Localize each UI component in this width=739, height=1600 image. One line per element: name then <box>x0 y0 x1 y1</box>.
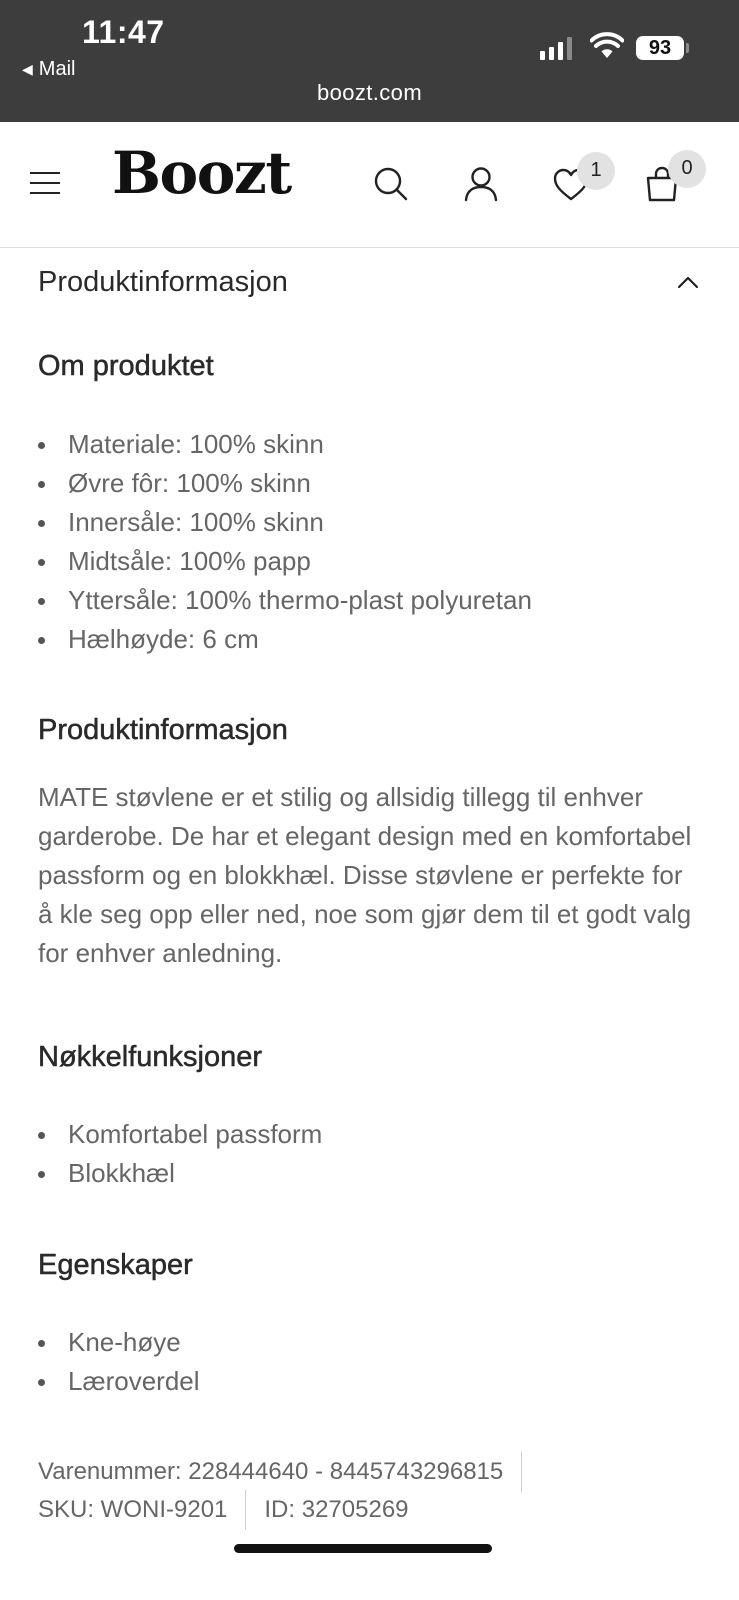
status-bar <box>0 0 739 122</box>
status-time: 11:47 <box>82 14 165 50</box>
back-to-mail-button[interactable] <box>22 58 75 81</box>
description-heading: Produktinformasjon <box>38 714 288 746</box>
about-list <box>38 425 532 659</box>
divider <box>245 1490 246 1530</box>
properties-list <box>38 1323 200 1401</box>
site-header <box>0 122 739 248</box>
wishlist-count-badge: 1 <box>577 152 615 190</box>
boozt-logo[interactable]: Boozt <box>112 139 291 207</box>
search-icon[interactable] <box>371 164 411 204</box>
battery-icon: 93 <box>636 36 684 60</box>
list-item: Blokkhæl <box>38 1154 322 1193</box>
battery-tip <box>686 43 689 53</box>
cart-count-badge: 0 <box>668 150 706 188</box>
chevron-up-icon <box>674 268 702 296</box>
list-item: Øvre fôr: 100% skinn <box>38 464 532 503</box>
list-item: Materiale: 100% skinn <box>38 425 532 464</box>
list-item: Hælhøyde: 6 cm <box>38 620 532 659</box>
menu-icon[interactable] <box>30 172 62 196</box>
item-number: Varenummer: 228444640 - 8445743296815 <box>38 1458 504 1485</box>
back-label: Mail <box>38 58 76 80</box>
home-indicator[interactable] <box>234 1544 492 1553</box>
key-features-heading: Nøkkelfunksjoner <box>38 1041 263 1073</box>
accordion-title: Produktinformasjon <box>38 265 288 298</box>
product-id: ID: 32705269 <box>264 1496 409 1523</box>
product-info-accordion-toggle[interactable] <box>38 256 702 308</box>
list-item: Kne-høye <box>38 1323 200 1362</box>
divider <box>521 1452 522 1492</box>
back-triangle-icon: ◀ <box>22 61 33 77</box>
account-icon[interactable] <box>461 164 501 204</box>
list-item: Midtsåle: 100% papp <box>38 542 532 581</box>
description-text: MATE støvlene er et stilig og allsidig tillegg til enhver garderobe. De har et elegant design med en komfortabel passform og en blokkhæl. Disse støvlene er perfekte for å kle seg opp eller ned, noe som gjør dem til et godt valg for enhver anledning. <box>38 782 692 968</box>
key-features-list <box>38 1115 322 1193</box>
list-item: Komfortabel passform <box>38 1115 322 1154</box>
address-bar-url[interactable]: boozt.com <box>316 80 423 105</box>
list-item: Innersåle: 100% skinn <box>38 503 532 542</box>
sku: SKU: WONI-9201 <box>38 1496 228 1523</box>
item-number-row <box>38 1452 540 1492</box>
properties-heading: Egenskaper <box>38 1249 193 1281</box>
sku-id-row <box>38 1490 409 1530</box>
wifi-icon <box>590 32 624 60</box>
list-item: Læroverdel <box>38 1362 200 1401</box>
about-heading: Om produktet <box>38 350 214 382</box>
list-item: Yttersåle: 100% thermo-plast polyuretan <box>38 581 532 620</box>
cellular-signal-icon <box>540 36 572 60</box>
